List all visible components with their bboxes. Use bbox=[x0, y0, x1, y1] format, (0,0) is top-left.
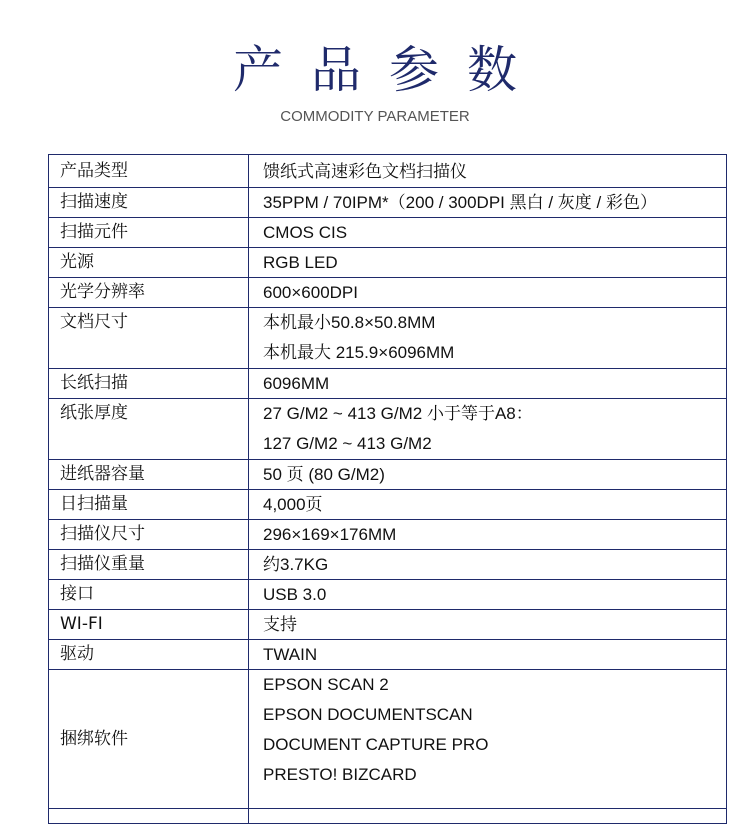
row-value-line: EPSON SCAN 2 bbox=[263, 675, 389, 694]
row-label: 进纸器容量 bbox=[49, 460, 249, 490]
table-row bbox=[49, 610, 727, 640]
table-row bbox=[49, 490, 727, 520]
row-value: TWAIN bbox=[249, 640, 727, 670]
row-label: 扫描仪重量 bbox=[49, 550, 249, 580]
row-value: CMOS CIS bbox=[249, 218, 727, 248]
row-value-line: EPSON DOCUMENTSCAN bbox=[263, 705, 473, 724]
row-label: 长纸扫描 bbox=[49, 369, 249, 399]
row-label: 驱动 bbox=[49, 640, 249, 670]
table-row bbox=[49, 550, 727, 580]
table-row bbox=[49, 670, 727, 809]
row-value: 约3.7KG bbox=[249, 550, 727, 580]
table-row bbox=[49, 278, 727, 308]
page-subtitle: COMMODITY PARAMETER bbox=[280, 108, 470, 125]
row-label: 文档尺寸 bbox=[49, 308, 249, 369]
table-row bbox=[49, 248, 727, 278]
table-row bbox=[49, 640, 727, 670]
row-value-line: PRESTO! BIZCARD bbox=[263, 765, 417, 784]
row-label bbox=[49, 809, 249, 824]
table-row bbox=[49, 580, 727, 610]
row-value: USB 3.0 bbox=[249, 580, 727, 610]
row-value-line: 27 G/M2 ~ 413 G/M2 小于等于A8： bbox=[263, 404, 533, 423]
row-value: 296×169×176MM bbox=[249, 520, 727, 550]
row-value bbox=[249, 308, 727, 369]
row-label: 扫描速度 bbox=[49, 188, 249, 218]
row-value: 4,000页 bbox=[249, 490, 727, 520]
spec-table bbox=[48, 154, 727, 824]
row-value-line: 本机最大 215.9×6096MM bbox=[263, 343, 455, 362]
row-value-line: 127 G/M2 ~ 413 G/M2 bbox=[263, 434, 432, 453]
row-value: RGB LED bbox=[249, 248, 727, 278]
page-title: 产品参数 bbox=[233, 41, 545, 99]
row-value: 支持 bbox=[249, 610, 727, 640]
row-value: 6096MM bbox=[249, 369, 727, 399]
table-row bbox=[49, 188, 727, 218]
row-label: 产品类型 bbox=[49, 155, 249, 188]
row-value: 600×600DPI bbox=[249, 278, 727, 308]
row-value bbox=[249, 809, 727, 824]
row-value: 35PPM / 70IPM*（200 / 300DPI 黑白 / 灰度 / 彩色） bbox=[249, 188, 727, 218]
table-row bbox=[49, 809, 727, 824]
table-row bbox=[49, 369, 727, 399]
row-label: 光源 bbox=[49, 248, 249, 278]
row-label: 捆绑软件 bbox=[49, 670, 249, 809]
table-row bbox=[49, 399, 727, 460]
table-row bbox=[49, 520, 727, 550]
row-value-line: 本机最小50.8×50.8MM bbox=[263, 313, 436, 332]
row-label: WI-FI bbox=[49, 610, 249, 640]
row-value-line: DOCUMENT CAPTURE PRO bbox=[263, 735, 489, 754]
row-label: 日扫描量 bbox=[49, 490, 249, 520]
table-row bbox=[49, 218, 727, 248]
table-row bbox=[49, 460, 727, 490]
row-label: 光学分辨率 bbox=[49, 278, 249, 308]
row-value: 馈纸式高速彩色文档扫描仪 bbox=[249, 155, 727, 188]
table-row bbox=[49, 308, 727, 369]
row-value bbox=[249, 399, 727, 460]
row-label: 扫描仪尺寸 bbox=[49, 520, 249, 550]
row-value: 50 页 (80 G/M2) bbox=[249, 460, 727, 490]
row-label: 接口 bbox=[49, 580, 249, 610]
row-label: 扫描元件 bbox=[49, 218, 249, 248]
table-row bbox=[49, 155, 727, 188]
row-value bbox=[249, 670, 727, 809]
row-label: 纸张厚度 bbox=[49, 399, 249, 460]
